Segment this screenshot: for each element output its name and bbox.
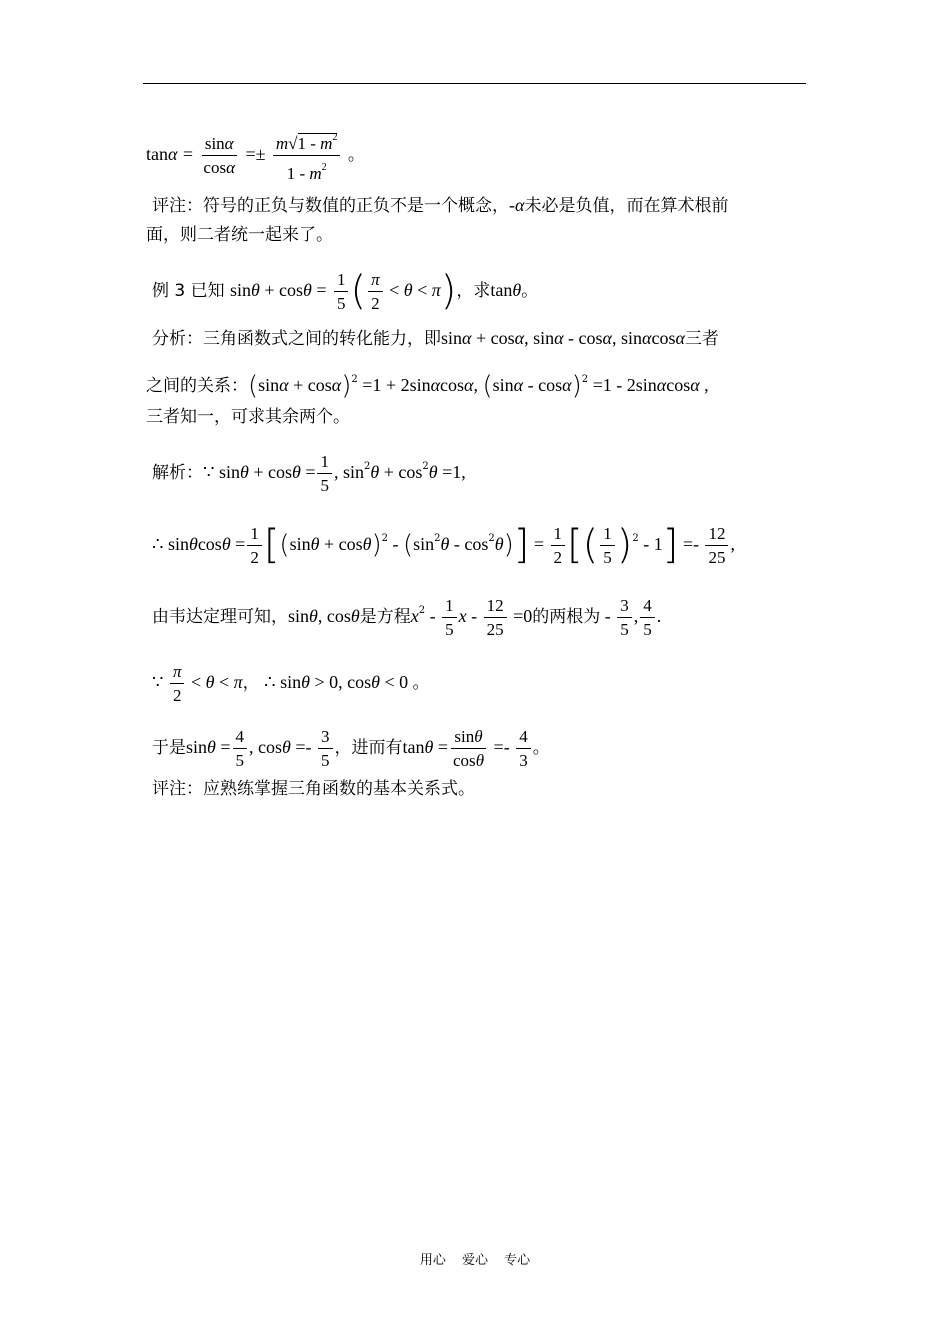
vieta-text-a: 由韦达定理可知， — [152, 607, 288, 627]
formula-end: 。 — [347, 145, 365, 165]
tan-alpha-formula: tanα = $\frac{\sin\alpha}{\cos\alpha}$ =± $\frac{m√1 - m^2}{1 - m^2}$ 。 — [146, 128, 365, 183]
example-3-ask: ，求 — [456, 281, 491, 301]
footer-item: 用心 — [419, 1253, 446, 1268]
example-3-end: 。 — [521, 281, 539, 301]
analysis-text-c: 之间的关系： — [146, 376, 248, 396]
analysis-text-a: 分析：三角函数式之间的转化能力，即 — [152, 329, 441, 349]
vieta-line: 由韦达定理可知，sinθ, cosθ是方程$x^2$ - $\frac{1}{5}$ x - $\frac{12}{25}$ =0的两根为 - $\frac{3}{5}$ , $\frac{4}{5}$ . — [152, 596, 662, 639]
analysis-text-d: 三者知一，可求其余两个。 — [146, 407, 350, 427]
vieta-text-b: 是方程 — [359, 607, 411, 627]
comment-1-cont — [146, 224, 333, 246]
example-3: 例 3 已知 sinθ + cosθ = $\frac{1}{5}$ ( $\frac{\pi}{2}$ < θ < π)，求tanθ。 — [152, 268, 539, 314]
vieta-text-c: 的两根为 — [532, 607, 601, 627]
header-rule — [143, 83, 806, 84]
solution-line-2: ∴ sinθcosθ = $\frac{1}{2}$ $[(\sin\theta + \cos\theta)^2 - (\sin^2\theta - \cos^2\theta)]$ = $\frac{1}{2}$ [( $\frac{1}{5}$ )$^2$ - 1] =- $\frac{12}{25}$ , — [152, 522, 735, 568]
solution-line-1: 解析：∵ sinθ + cosθ = $\frac{1}{5}$ , $\sin^2\theta + \cos^2\theta =1$, — [152, 452, 466, 495]
comment-1-text-a: 评注：符号的正负与数值的正负不是一个概念， — [152, 196, 509, 216]
therefore-mid: ，进而有 — [334, 738, 403, 758]
therefore-label: 于是 — [152, 738, 186, 758]
comment-1-text-c: 面，则二者统一起来了。 — [146, 225, 333, 245]
since-line: ∵ $\frac{\pi}{2}$ < θ < π， ∴ sinθ > 0, cosθ < 0 。 — [152, 662, 430, 705]
comment-1-text-b: 未必是负值，而在算术根前 — [524, 196, 729, 216]
analysis-text-b: 三者 — [684, 329, 719, 349]
comment-1: 评注：符号的正负与数值的正负不是一个概念，-α未必是负值，而在算术根前 — [152, 195, 729, 216]
footer-item: 专心 — [504, 1253, 531, 1268]
analysis-line-2: 之间的关系：$(\sin\alpha + \cos\alpha)^2 =1 + 2\sin\alpha\cos\alpha$, (sinα - cosα)$^2$ =1 - 2sinαcosα , — [146, 371, 709, 401]
therefore-line: 于是sinθ = $\frac{4}{5}$ , cosθ =- $\frac{3}{5}$ ，进而有tanθ = $\frac{\sin\theta}{\cos\theta}$ =- $\frac{4}{3}$ 。 — [152, 727, 550, 770]
analysis-line-1: 分析：三角函数式之间的转化能力，即sinα + cosα, sinα - cosα, sinαcosα三者 — [152, 328, 719, 349]
solution-label: 解析： — [152, 463, 203, 483]
since-sep: ， — [242, 673, 260, 693]
comment-2-text: 评注：应熟练掌握三角函数的基本关系式。 — [152, 779, 475, 799]
analysis-line-3 — [146, 406, 350, 428]
footer-item: 爱心 — [461, 1253, 488, 1268]
therefore-end: 。 — [532, 738, 550, 758]
page-footer — [0, 1249, 950, 1268]
example-3-label: 例 3 已知 — [152, 281, 225, 301]
comment-2 — [152, 778, 475, 800]
